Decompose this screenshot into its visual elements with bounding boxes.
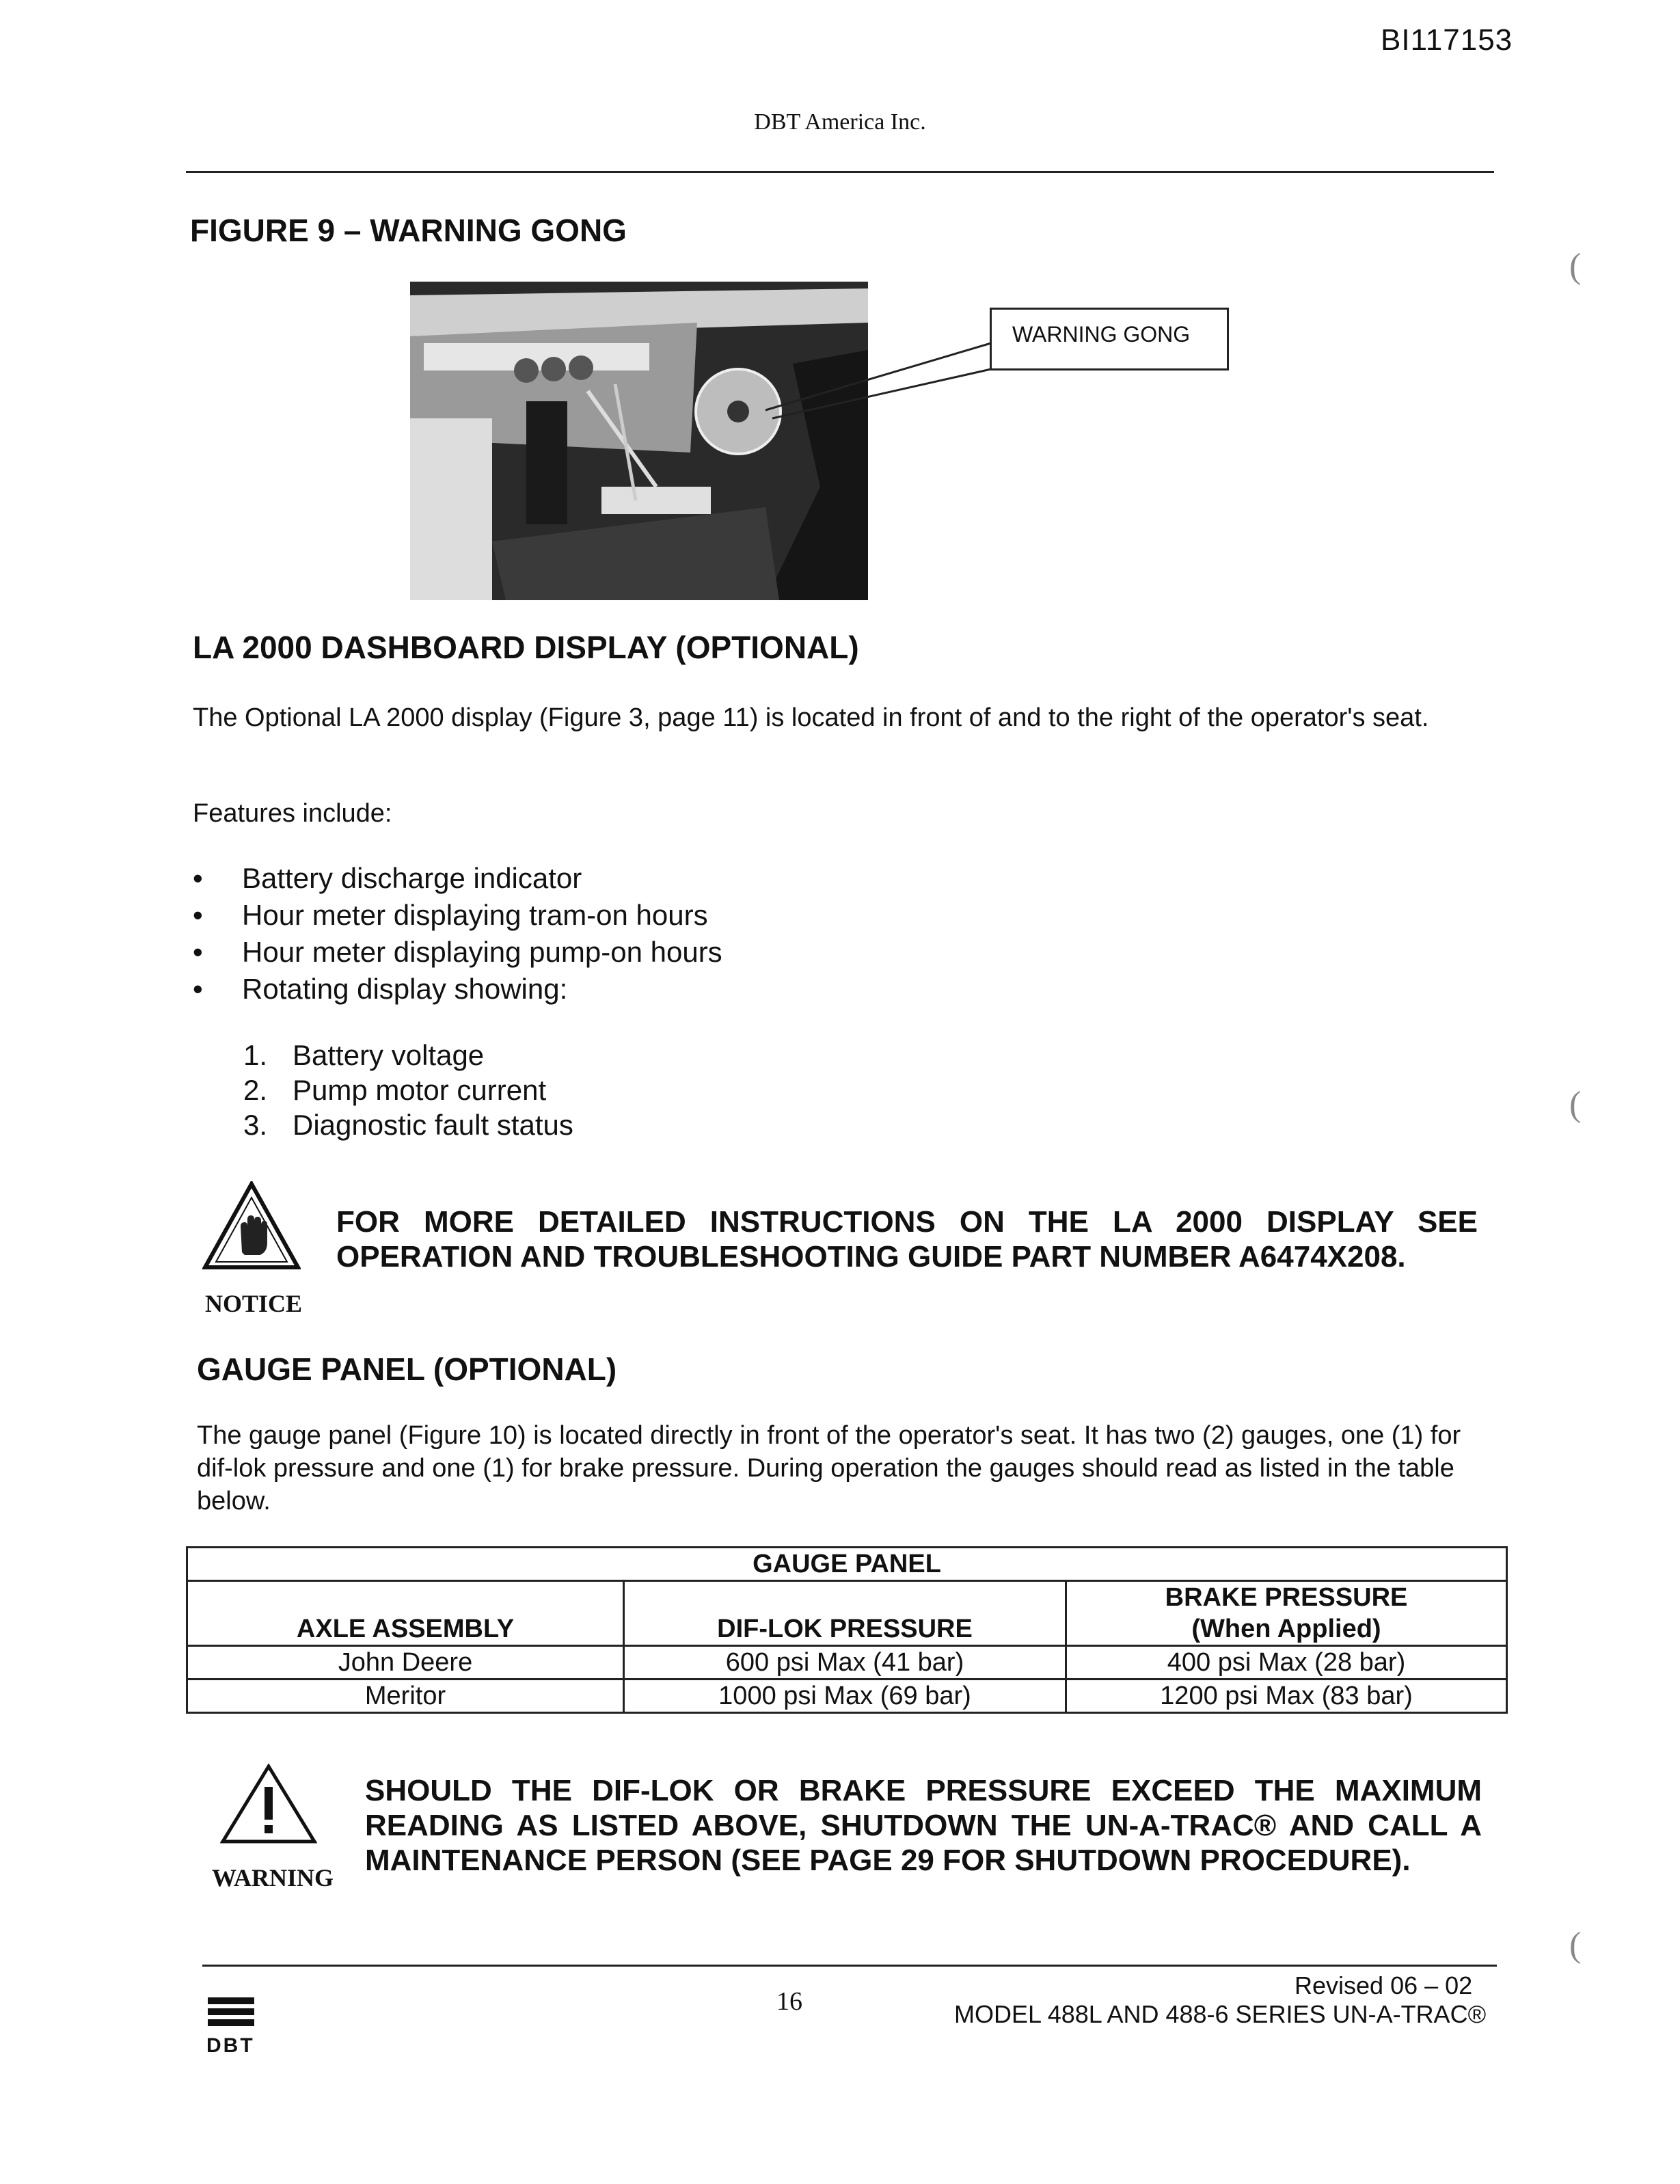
table-row — [187, 1680, 1507, 1713]
list-item: • Rotating display showing: — [193, 971, 722, 1008]
list-item: • Hour meter displaying pump-on hours — [193, 934, 722, 971]
gauge-panel-paragraph: The gauge panel (Figure 10) is located directly in front of the operator's seat. It has two (2) gauges, one (1) for dif-lok pressure and one (1) for brake pressure. During operation the gauges should read as listed in the table below. — [197, 1421, 1461, 1515]
bullet-icon: • — [193, 936, 203, 968]
la2000-paragraph: The Optional LA 2000 display (Figure 3, page 11) is located in front of and to the right of the operator's seat. — [193, 703, 1429, 732]
list-item: • Hour meter displaying tram-on hours — [193, 897, 722, 934]
table-title: GAUGE PANEL — [187, 1548, 1507, 1581]
features-intro: Features include: — [193, 799, 392, 828]
table-header-row — [187, 1581, 1507, 1646]
table-row — [187, 1646, 1507, 1680]
table-cell: 1200 psi Max (83 bar) — [1066, 1680, 1506, 1713]
margin-mark: ( — [1569, 247, 1582, 286]
table-cell: Meritor — [187, 1680, 624, 1713]
warning-label: WARNING — [212, 1864, 334, 1891]
column-header-brake: BRAKE PRESSURE (When Applied) — [1066, 1581, 1506, 1646]
table-cell: 400 psi Max (28 bar) — [1066, 1646, 1506, 1680]
page-number: 16 — [776, 1987, 802, 2016]
warning-gong-photo — [410, 282, 868, 600]
logo-text: DBT — [206, 2034, 255, 2057]
notice-label: NOTICE — [205, 1290, 303, 1317]
callout-leader-lines — [752, 342, 998, 431]
table-cell: 600 psi Max (41 bar) — [624, 1646, 1066, 1680]
list-item: 1. Battery voltage — [243, 1039, 485, 1071]
footer-rule — [202, 1965, 1497, 1967]
revision-date: Revised 06 – 02 — [1295, 1971, 1473, 1999]
model-name: MODEL 488L AND 488-6 SERIES UN-A-TRAC® — [954, 2000, 1487, 2028]
warning-text: SHOULD THE DIF-LOK OR BRAKE PRESSURE EXCEED THE MAXIMUM READING AS LISTED ABOVE, SHUTDOWN THE UN-A-TRAC® AND CALL A MAINTENANCE PERSON (SEE PAGE 29 FOR SHUTDOWN PROCEDURE). — [365, 1774, 1482, 1877]
figure-heading: FIGURE 9 – WARNING GONG — [190, 213, 627, 248]
list-item: • Battery discharge indicator — [193, 860, 722, 897]
feature-bullet-list — [193, 860, 722, 1008]
warning-gong-callout — [990, 308, 1229, 370]
list-item: 2. Pump motor current — [243, 1074, 547, 1106]
warning-triangle-icon — [220, 1764, 317, 1844]
table-cell: 1000 psi Max (69 bar) — [624, 1680, 1066, 1713]
column-header-dif-lok: DIF-LOK PRESSURE — [624, 1581, 1066, 1646]
bullet-icon: • — [193, 899, 203, 931]
margin-mark: ( — [1569, 1085, 1582, 1124]
company-name: DBT America Inc. — [754, 109, 926, 135]
bullet-icon: • — [193, 973, 203, 1005]
notice-hand-icon — [202, 1181, 301, 1270]
list-item: 3. Diagnostic fault status — [243, 1109, 573, 1141]
callout-label: WARNING GONG — [1012, 322, 1191, 347]
bullet-icon: • — [193, 862, 203, 894]
section-heading-gauge-panel: GAUGE PANEL (OPTIONAL) — [197, 1351, 617, 1387]
rotating-display-list — [243, 1038, 573, 1142]
table-cell: John Deere — [187, 1646, 624, 1680]
gauge-panel-table — [186, 1546, 1508, 1714]
column-header-axle: AXLE ASSEMBLY — [187, 1581, 624, 1646]
section-heading-la2000: LA 2000 DASHBOARD DISPLAY (OPTIONAL) — [193, 630, 859, 665]
margin-mark: ( — [1569, 1926, 1582, 1965]
notice-text: FOR MORE DETAILED INSTRUCTIONS ON THE LA 2000 DISPLAY SEE OPERATION AND TROUBLESHOOTING GUIDE PART NUMBER A6474X208. — [336, 1205, 1478, 1273]
document-id: BI117153 — [1381, 23, 1513, 57]
table-title-row — [187, 1548, 1507, 1581]
header-rule — [186, 171, 1494, 173]
